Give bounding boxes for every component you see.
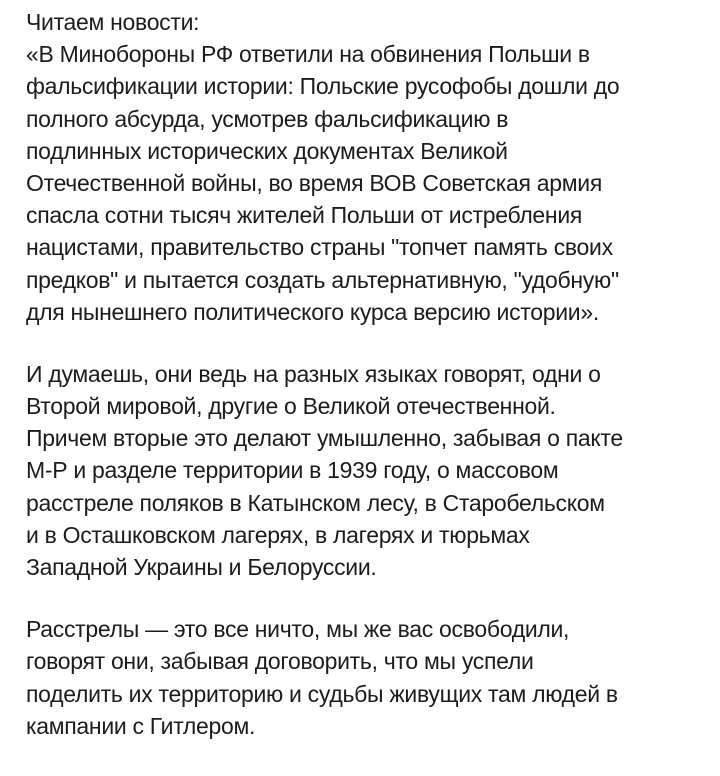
text-line: кампании с Гитлером. <box>26 712 256 739</box>
paragraph-1 <box>26 6 700 328</box>
text-line: Расстрелы — это все ничто, мы же вас освободили, <box>26 616 570 643</box>
paragraph-2 <box>26 358 700 583</box>
paragraph-3 <box>26 613 700 742</box>
text-line: фальсификации истории: Польские русофобы дошли до <box>26 73 620 100</box>
text-line: спасла сотни тысяч жителей Польши от истребления <box>26 202 583 229</box>
text-line: Западной Украины и Белоруссии. <box>26 554 377 580</box>
text-line: подлинных исторических документах Великой <box>26 137 508 164</box>
text-line: Второй мировой, другие о Великой отечественной. <box>26 393 556 420</box>
text-line: поделить их территорию и судьбы живущих там людей в <box>26 680 618 707</box>
text-line: и в Осташковском лагерях, в лагерях и тюрьмах <box>26 521 530 548</box>
text-line: предков" и пытается создать альтернативную, "удобную" <box>26 266 619 293</box>
text-line: нацистами, правительство страны "топчет память своих <box>26 234 613 261</box>
text-line: полного абсурда, усмотрев фальсификацию в <box>26 105 509 132</box>
text-line: расстреле поляков в Катынском лесу, в Старобельском <box>26 489 605 516</box>
text-line: М-Р и разделе территории в 1939 году, о массовом <box>26 457 559 484</box>
text-line: И думаешь, они ведь на разных языках говорят, одни о <box>26 360 601 387</box>
text-line: Причем вторые это делают умышленно, забывая о пакте <box>26 425 623 452</box>
text-line: Читаем новости: <box>26 9 200 35</box>
text-line: говорят они, забывая договорить, что мы успели <box>26 648 534 675</box>
text-line: Отечественной войны, во время ВОВ Советская армия <box>26 169 602 196</box>
text-line: «В Минобороны РФ ответили на обвинения Польши в <box>26 41 590 68</box>
text-line: для нынешнего политического курса версию истории». <box>26 298 599 325</box>
